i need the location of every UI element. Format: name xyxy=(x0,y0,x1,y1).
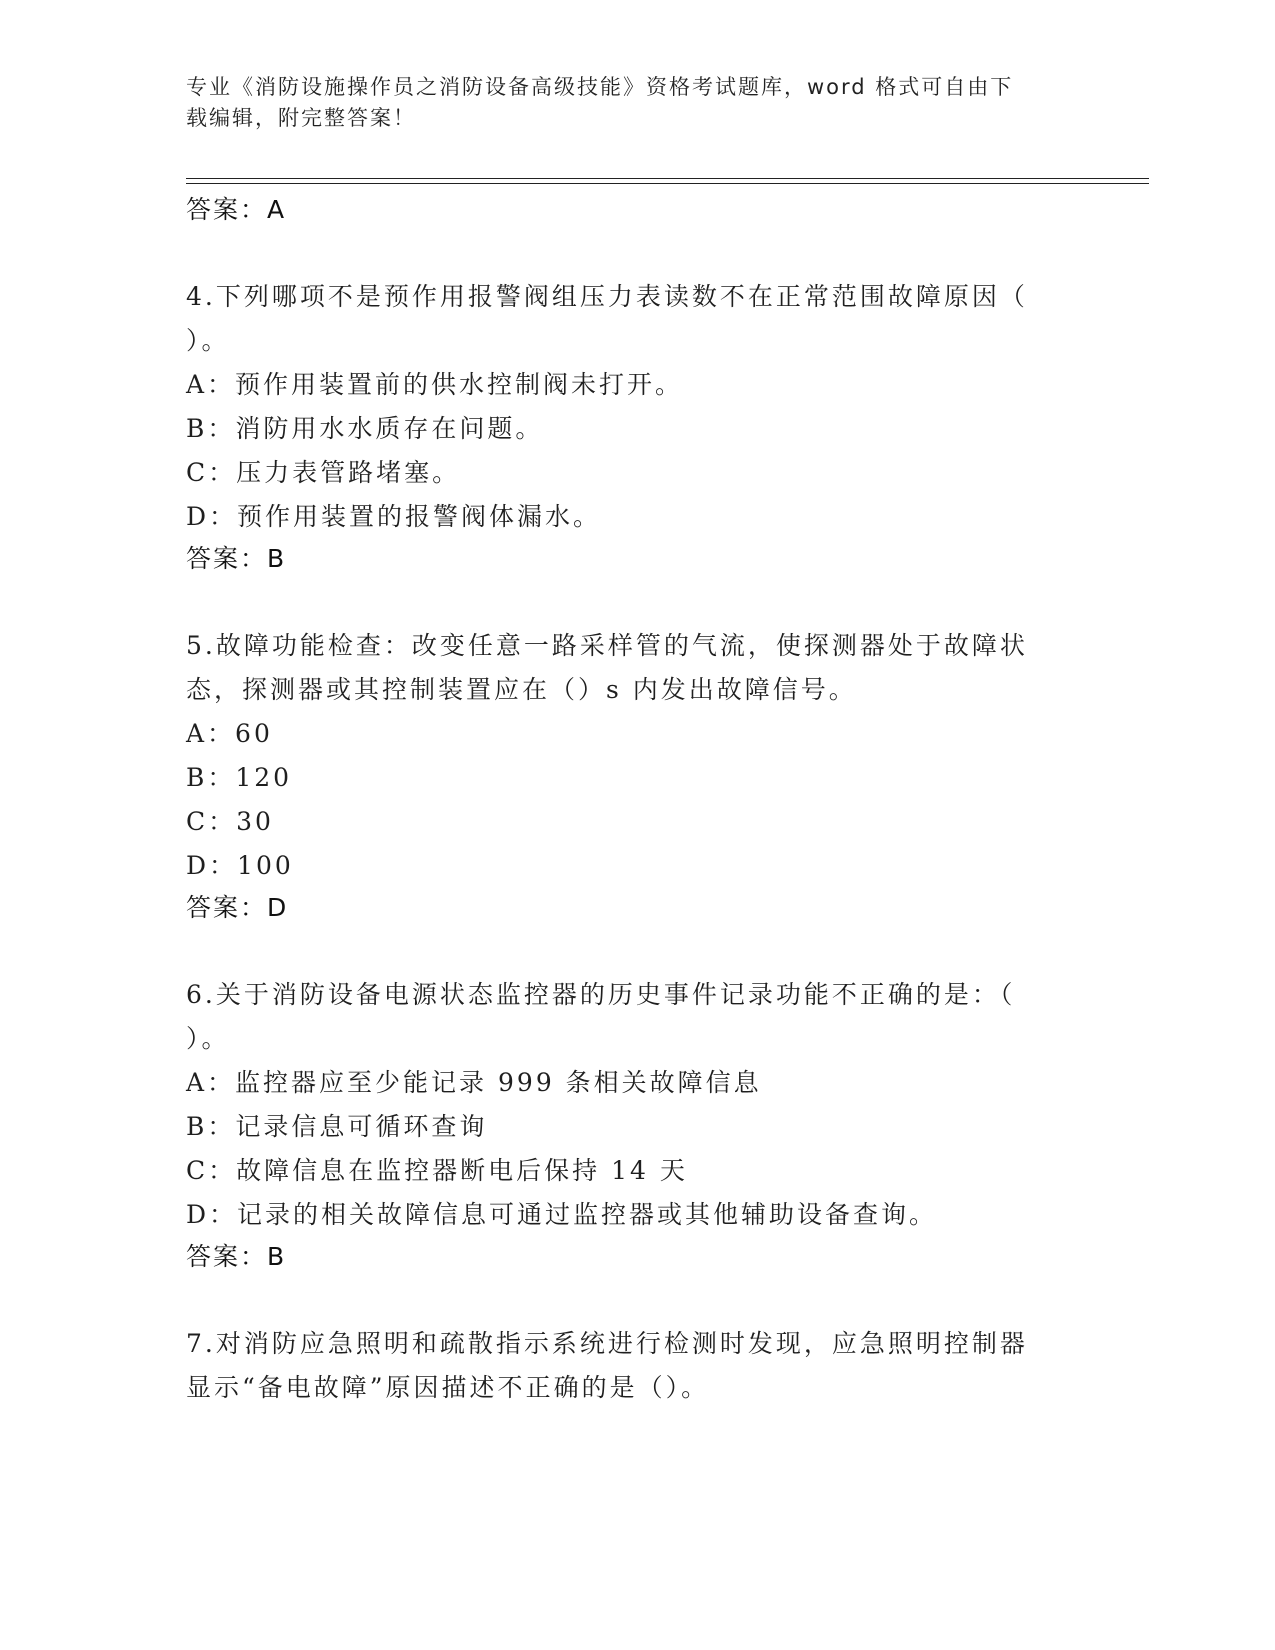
question-5-option-b: B：120 xyxy=(186,763,293,792)
question-5-answer: 答案：D xyxy=(186,893,289,922)
previous-question-answer: 答案：A xyxy=(186,195,287,224)
question-6-option-a: A：监控器应至少能记录 999 条相关故障信息 xyxy=(186,1068,762,1097)
question-7-stem-line-2: 显示“备电故障”原因描述不正确的是（）。 xyxy=(186,1373,710,1402)
question-4-stem-line-1: 4.下列哪项不是预作用报警阀组压力表读数不在正常范围故障原因（ xyxy=(186,282,1028,311)
document-header xyxy=(186,72,1066,134)
question-6-stem-line-1: 6.关于消防设备电源状态监控器的历史事件记录功能不正确的是：（ xyxy=(186,980,1016,1009)
question-7-stem-line-1: 7.对消防应急照明和疏散指示系统进行检测时发现，应急照明控制器 xyxy=(186,1329,1028,1358)
question-6-option-d: D：记录的相关故障信息可通过监控器或其他辅助设备查询。 xyxy=(186,1200,938,1229)
question-4-option-a: A：预作用装置前的供水控制阀未打开。 xyxy=(186,370,684,399)
header-intro-line-1: 专业《消防设施操作员之消防设备高级技能》资格考试题库，word 格式可自由下 xyxy=(186,75,1014,99)
question-4-option-b: B：消防用水水质存在问题。 xyxy=(186,414,544,443)
header-divider-bottom xyxy=(186,183,1149,184)
question-5-stem-line-1: 5.故障功能检查：改变任意一路采样管的气流，使探测器处于故障状 xyxy=(186,631,1028,660)
question-6-option-b: B：记录信息可循环查询 xyxy=(186,1112,488,1141)
question-5-option-c: C：30 xyxy=(186,807,274,836)
question-5-stem-line-2: 态，探测器或其控制装置应在（）s 内发出故障信号。 xyxy=(186,675,857,704)
question-6-option-c: C：故障信息在监控器断电后保持 14 天 xyxy=(186,1156,688,1185)
question-5-option-d: D：100 xyxy=(186,851,294,880)
question-6-stem-line-2: ）。 xyxy=(186,1024,230,1053)
question-5-option-a: A：60 xyxy=(186,719,273,748)
question-4-option-c: C：压力表管路堵塞。 xyxy=(186,458,461,487)
header-divider-top xyxy=(186,178,1149,179)
question-4-option-d: D：预作用装置的报警阀体漏水。 xyxy=(186,502,602,531)
question-6-answer: 答案：B xyxy=(186,1242,287,1271)
header-intro-line-2: 载编辑，附完整答案！ xyxy=(186,106,416,130)
question-4-stem-line-2: ）。 xyxy=(186,326,230,355)
question-4-answer: 答案：B xyxy=(186,544,287,573)
